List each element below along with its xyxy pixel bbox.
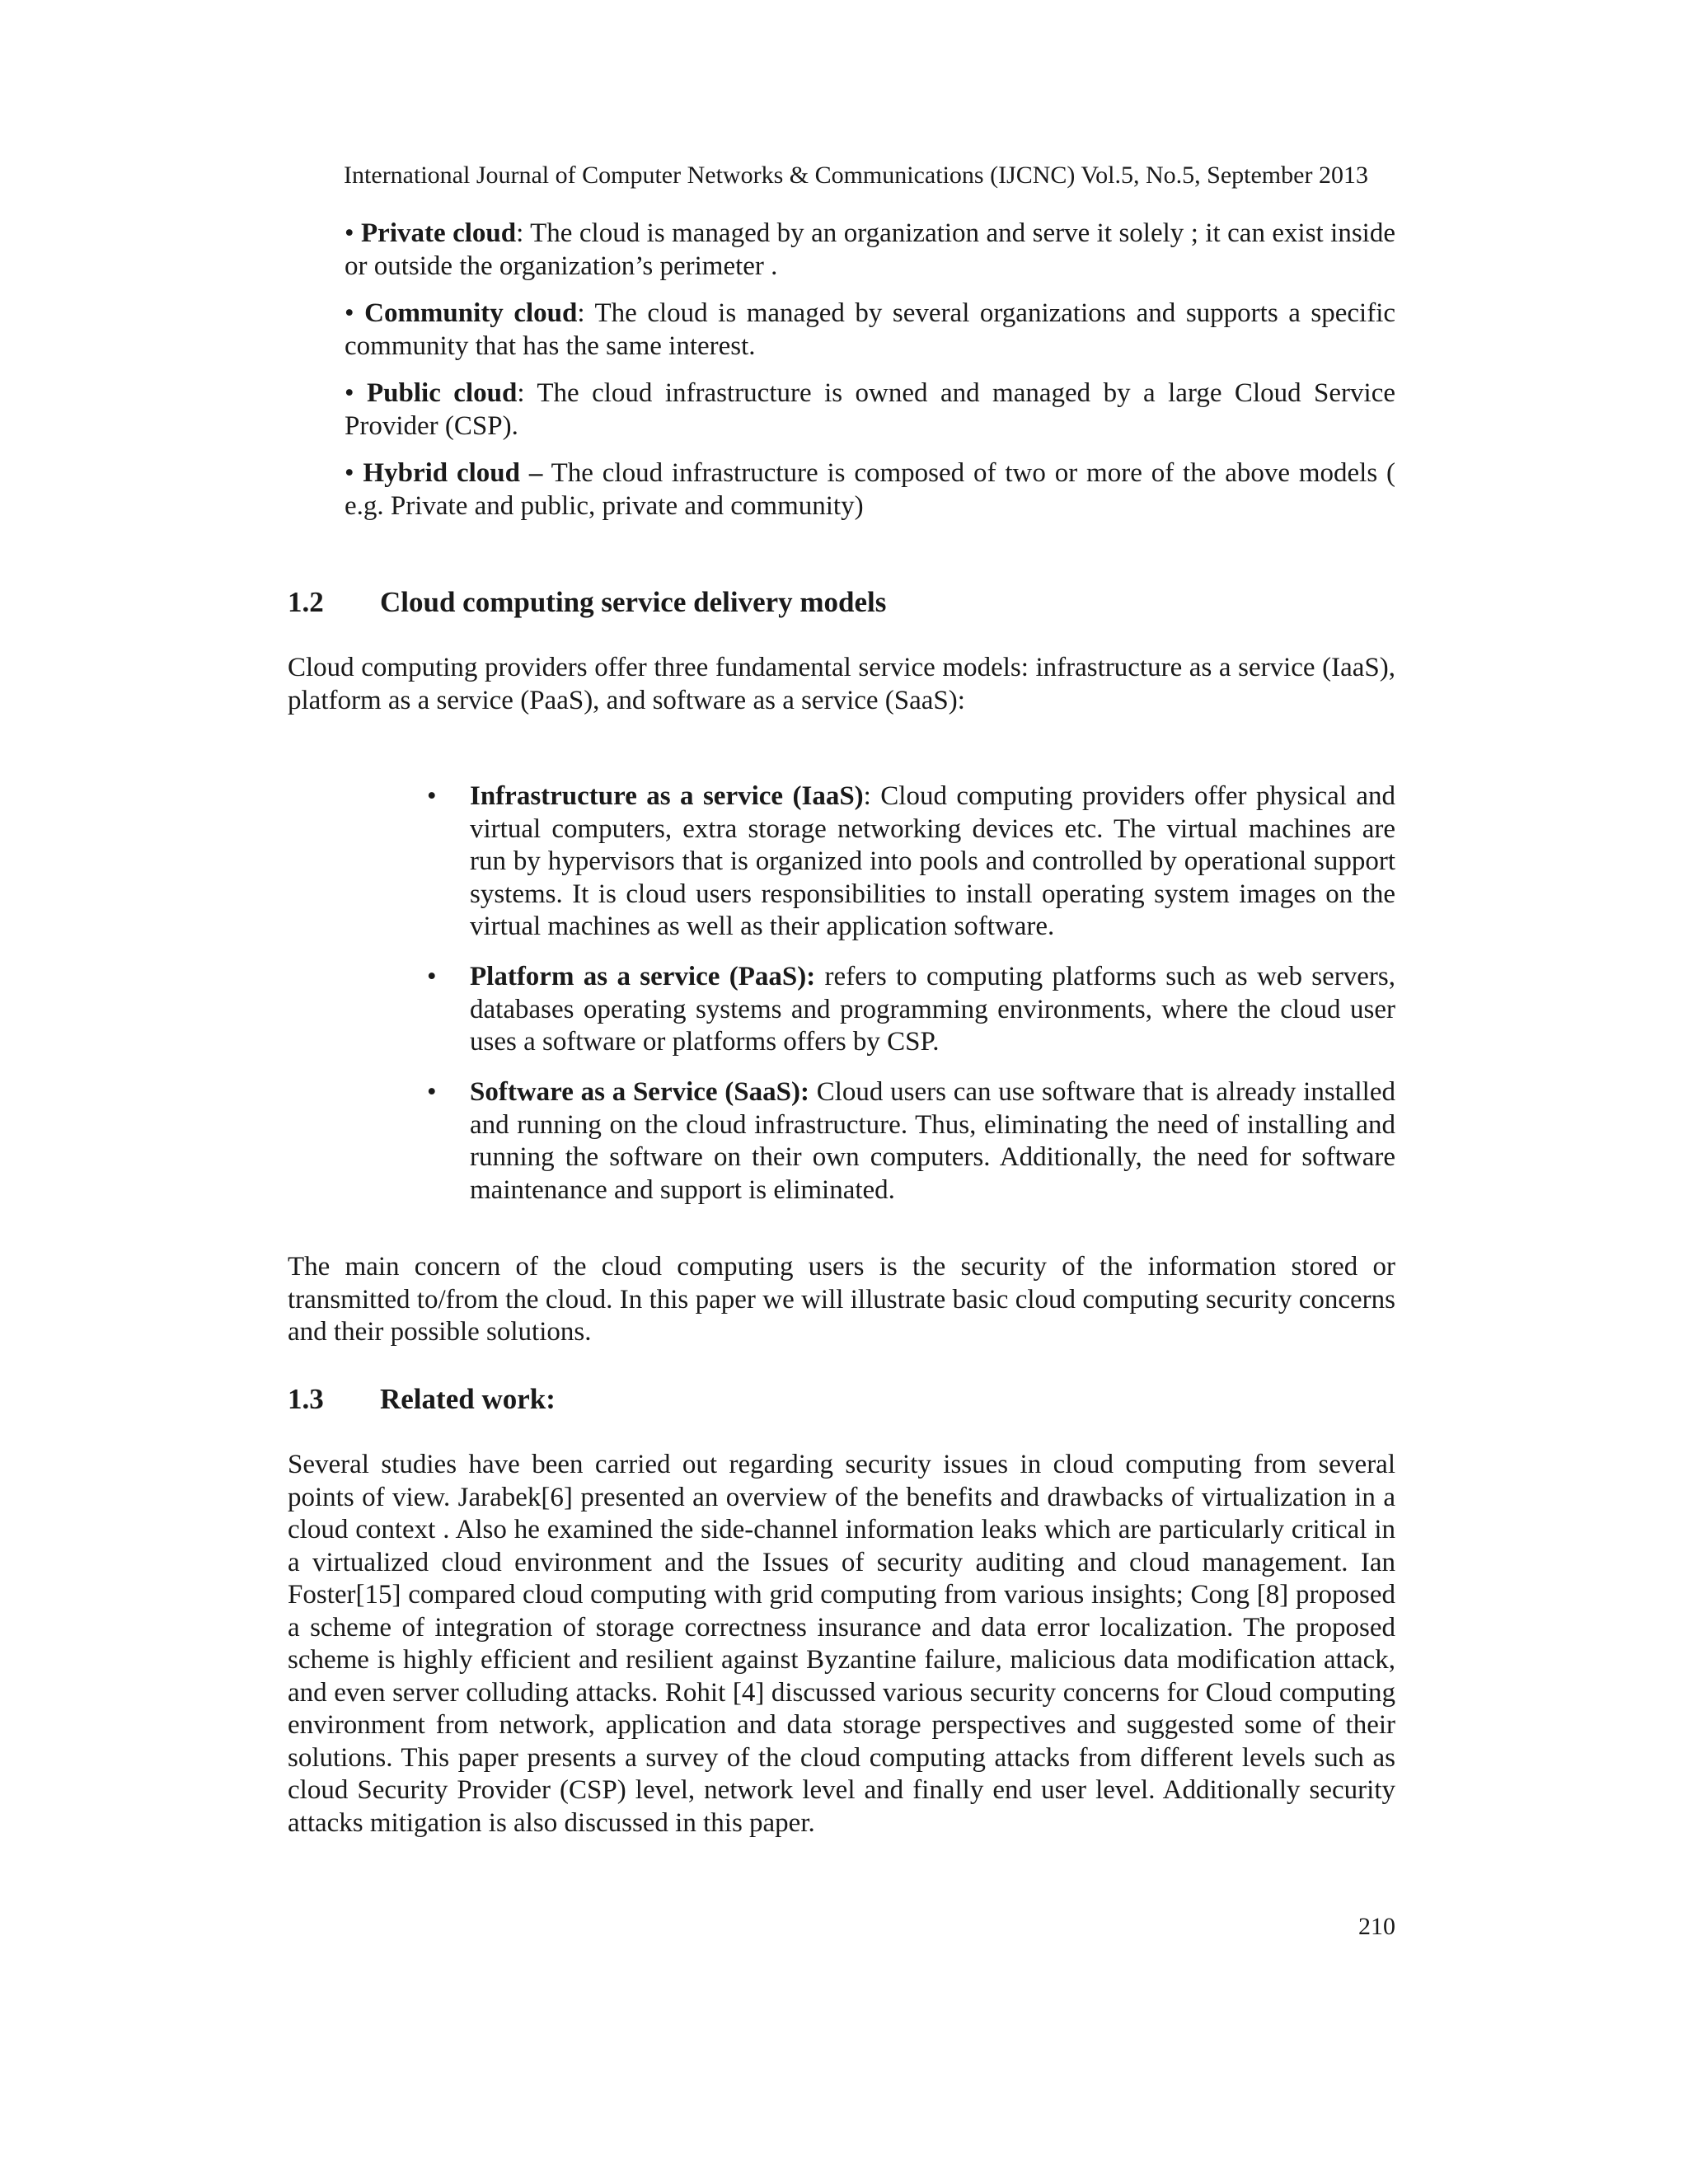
model-description: The cloud infrastructure is owned and managed by a large Cloud Service Provider (CSP). — [345, 378, 1396, 441]
section-title: Cloud computing service delivery models — [380, 586, 887, 618]
section-number: 1.2 — [288, 586, 324, 618]
deployment-model-private — [345, 218, 1395, 283]
model-separator: : — [517, 378, 525, 408]
model-term: Private cloud — [361, 218, 517, 248]
section-heading-1-2 — [288, 584, 886, 621]
service-iaas — [470, 780, 1395, 944]
service-description: Cloud users can use software that is already installed and running on the cloud infrastructure. Thus, eliminating the need of installing and running the software on their own computers. Additionally, the need for software maintenance and support is eliminated. — [470, 1077, 1395, 1205]
page-number: 210 — [1358, 1913, 1395, 1940]
model-term: Public cloud — [367, 378, 518, 408]
service-bullet: • — [427, 781, 437, 811]
section-title: Related work: — [380, 1383, 556, 1415]
model-separator: : — [516, 218, 524, 248]
model-term: Community cloud — [364, 298, 578, 328]
service-term: Software as a Service (SaaS): — [470, 1077, 809, 1107]
model-description: The cloud infrastructure is composed of two or more of the above models ( e.g. Private and public, private and community) — [345, 458, 1396, 521]
section-heading-1-3 — [288, 1381, 556, 1418]
section-number: 1.3 — [288, 1383, 324, 1415]
deployment-model-hybrid — [345, 457, 1395, 523]
model-description: The cloud is managed by an organization and serve it solely ; it can exist inside or outside the organization’s perimeter . — [345, 218, 1395, 281]
deployment-model-public — [345, 377, 1395, 443]
bullet: • — [345, 218, 354, 248]
service-paas — [470, 961, 1395, 1059]
section-1-3-body: Several studies have been carried out regarding security issues in cloud computing from several points of view. Jarabek[6] presented an overview of the benefits and drawbacks of virtualization in a cloud context . Also he examined the side-channel information leaks which are particularly critical in a virtualized cloud environment and the Issues of security auditing and cloud management. Ian Foster[15] compared cloud computing with grid computing from various insights; Cong [8] proposed a scheme of integration of storage correctness insurance and data error localization. The proposed scheme is highly efficient and resilient against Byzantine failure, malicious data modification attack, and even server colluding attacks. Rohit [4] discussed various security concerns for Cloud computing environment from network, application and data storage perspectives and suggested some of their solutions. This paper presents a survey of the cloud computing attacks from different levels such as cloud Security Provider (CSP) level, network level and finally end user level. Additionally security attacks mitigation is also discussed in this paper. — [288, 1450, 1395, 1838]
section-1-2-closing: The main concern of the cloud computing users is the security of the information stored or transmitted to/from the cloud. In this paper we will illustrate basic cloud computing security concerns and their possible solutions. — [288, 1252, 1395, 1347]
running-header: International Journal of Computer Networks & Communications (IJCNC) Vol.5, No.5, September 2013 — [344, 162, 1368, 189]
service-term: Infrastructure as a service (IaaS) — [470, 781, 864, 811]
service-term: Platform as a service (PaaS): — [470, 962, 816, 991]
bullet: • — [345, 378, 354, 408]
service-description: refers to computing platforms such as web servers, databases operating systems and programming environments, where the cloud user uses a software or platforms offers by CSP. — [470, 962, 1395, 1057]
bullet: • — [345, 298, 354, 328]
service-bullet: • — [427, 962, 437, 991]
service-description: : Cloud computing providers offer physical and virtual computers, extra storage networking devices etc. The virtual machines are run by hypervisors that is organized into pools and controlled by operational support systems. It is cloud users responsibilities to install operating system images on the virtual machines as well as their application software. — [470, 781, 1395, 941]
deployment-model-community — [345, 298, 1395, 363]
service-bullet: • — [427, 1077, 437, 1107]
bullet: • — [345, 458, 354, 488]
model-description: The cloud is managed by several organizations and supports a specific community that has the same interest. — [345, 298, 1396, 361]
model-separator: : — [577, 298, 585, 328]
model-term: Hybrid cloud – — [363, 458, 543, 488]
service-saas — [470, 1076, 1395, 1207]
section-1-2-intro: Cloud computing providers offer three fundamental service models: infrastructure as a service (IaaS), platform as a service (PaaS), and software as a service (SaaS): — [288, 653, 1395, 715]
